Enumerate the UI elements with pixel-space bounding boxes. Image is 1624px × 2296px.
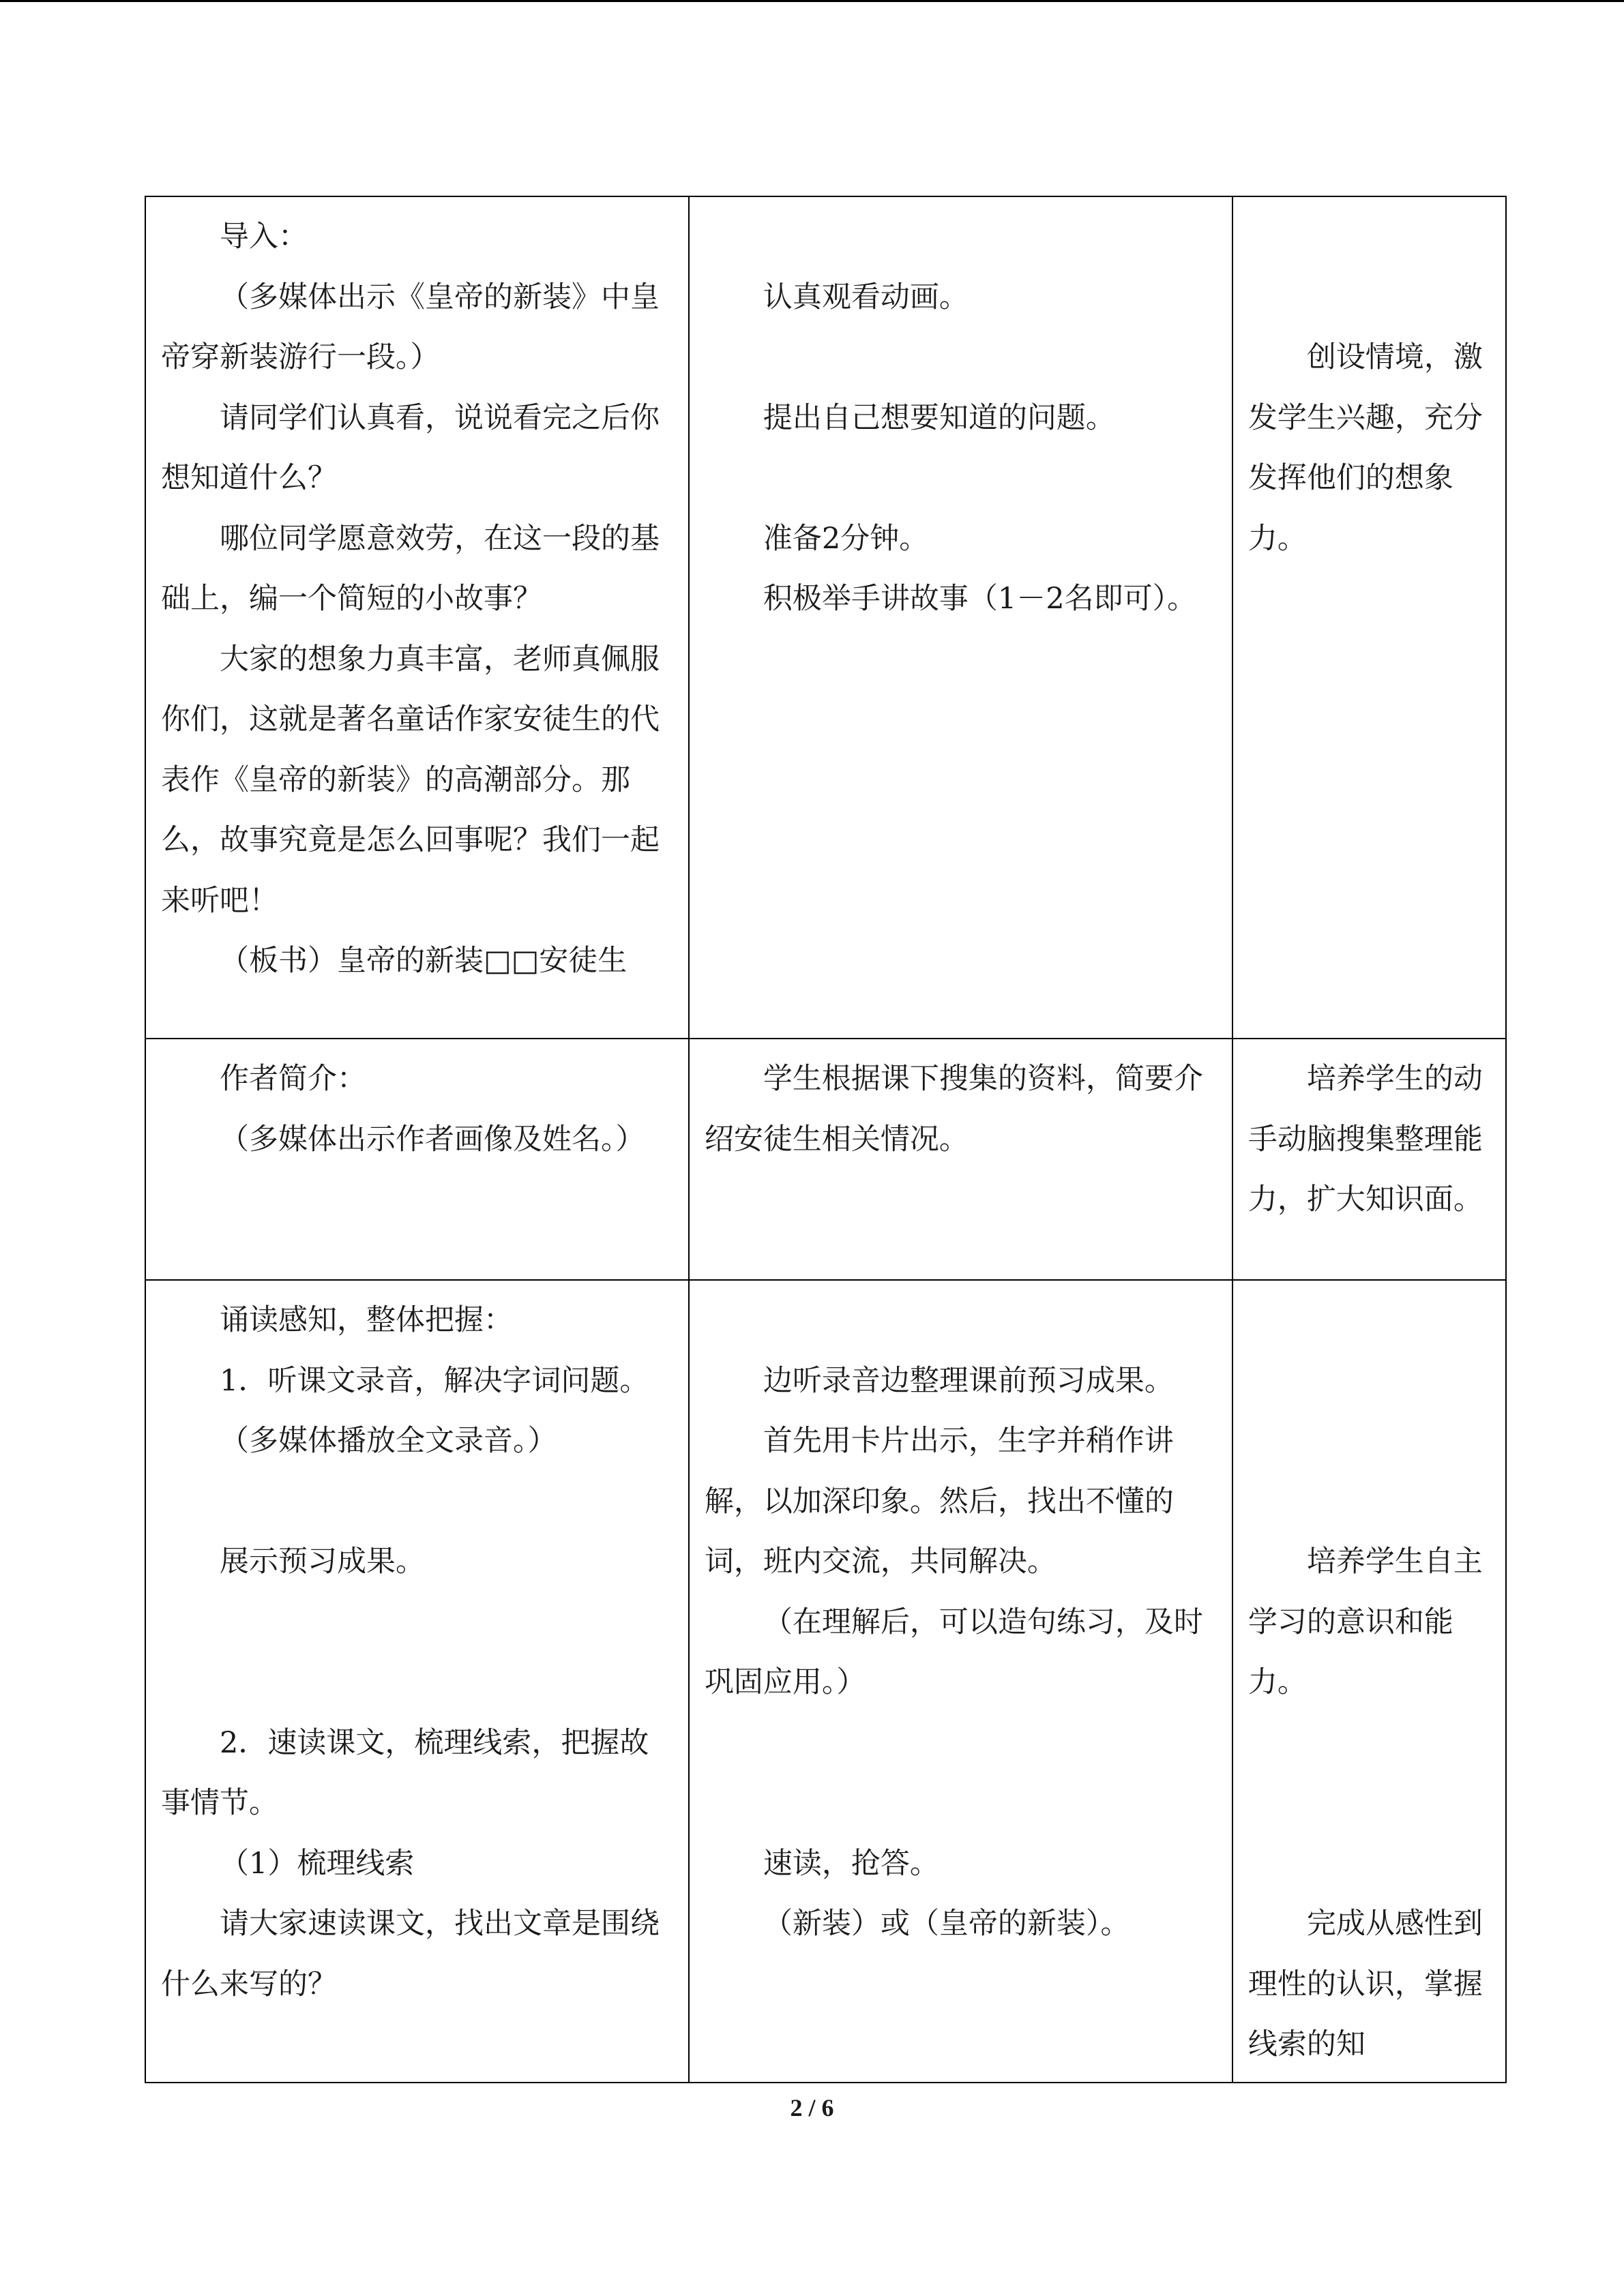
paragraph: 1．听课文录音，解决字词问题。 — [220, 1363, 649, 1398]
paragraph: 大家的想象力真丰富，老师真佩服你们，这就是著名童话作家安徒生的代表作《皇帝的新装》的高潮部分。那么，故事究竟是怎么回事呢？我们一起来听吧！ — [161, 642, 660, 918]
design-intent-cell — [1232, 1039, 1506, 1280]
section-heading: 诵读感知，整体把握： — [220, 1303, 513, 1337]
paragraph: （新装）或（皇帝的新装）。 — [763, 1907, 1130, 1941]
paragraph: 培养学生自主学习的意识和能力。 — [1247, 1545, 1483, 1699]
section-heading: 作者简介： — [220, 1062, 366, 1096]
paragraph: （在理解后，可以造句练习，及时巩固应用。） — [704, 1605, 1203, 1699]
table-row — [145, 1039, 1506, 1280]
paragraph: 培养学生的动手动脑搜集整理能力，扩大知识面。 — [1247, 1062, 1483, 1217]
paragraph: （多媒体播放全文录音。） — [220, 1424, 557, 1458]
teacher-activity-cell — [145, 1280, 689, 2083]
paragraph: 首先用卡片出示，生字并稍作讲解，以加深印象。然后，找出不懂的词，班内交流，共同解决。 — [704, 1424, 1174, 1579]
paragraph: 认真观看动画。 — [763, 280, 969, 314]
teacher-activity-cell — [145, 196, 689, 1039]
paragraph: 完成从感性到理性的认识，掌握线索的知 — [1247, 1907, 1483, 2061]
teacher-activity-cell — [145, 1039, 689, 1280]
paragraph: （多媒体出示作者画像及姓名。） — [220, 1122, 645, 1157]
paragraph: （多媒体出示《皇帝的新装》中皇帝穿新装游行一段。） — [161, 280, 660, 374]
design-intent-cell — [1232, 196, 1506, 1039]
page-number: 2 / 6 — [790, 2094, 834, 2121]
table-row — [145, 196, 1506, 1039]
paragraph: 准备2分钟。 — [763, 521, 929, 556]
paragraph: 请大家速读课文，找出文章是围绕什么来写的？ — [161, 1907, 660, 2001]
paragraph: 积极举手讲故事（1－2名即可）。 — [763, 582, 1197, 616]
paragraph: （1）梳理线索 — [220, 1846, 415, 1881]
paragraph: 学生根据课下搜集的资料，简要介绍安徒生相关情况。 — [704, 1062, 1203, 1157]
design-intent-cell — [1232, 1280, 1506, 2083]
student-activity-cell — [689, 1039, 1232, 1280]
paragraph: 展示预习成果。 — [220, 1545, 425, 1579]
table-row — [145, 1280, 1506, 2083]
paragraph: 哪位同学愿意效劳，在这一段的基础上，编一个简短的小故事？ — [161, 521, 660, 616]
paragraph: 2．速读课文，梳理线索，把握故事情节。 — [161, 1725, 649, 1820]
paragraph: 请同学们认真看，说说看完之后你想知道什么？ — [161, 400, 660, 495]
paragraph: 提出自己想要知道的问题。 — [763, 400, 1115, 435]
student-activity-cell — [689, 196, 1232, 1039]
section-heading: 导入： — [220, 220, 308, 254]
paragraph: 创设情境，激发学生兴趣，充分发挥他们的想象力。 — [1247, 340, 1483, 556]
paragraph: （板书）皇帝的新装□□安徒生 — [220, 944, 628, 978]
paragraph: 速读，抢答。 — [763, 1846, 939, 1881]
paragraph: 边听录音边整理课前预习成果。 — [763, 1363, 1174, 1398]
lesson-plan-table — [145, 196, 1507, 2083]
student-activity-cell — [689, 1280, 1232, 2083]
page-top-border — [0, 0, 1624, 2]
